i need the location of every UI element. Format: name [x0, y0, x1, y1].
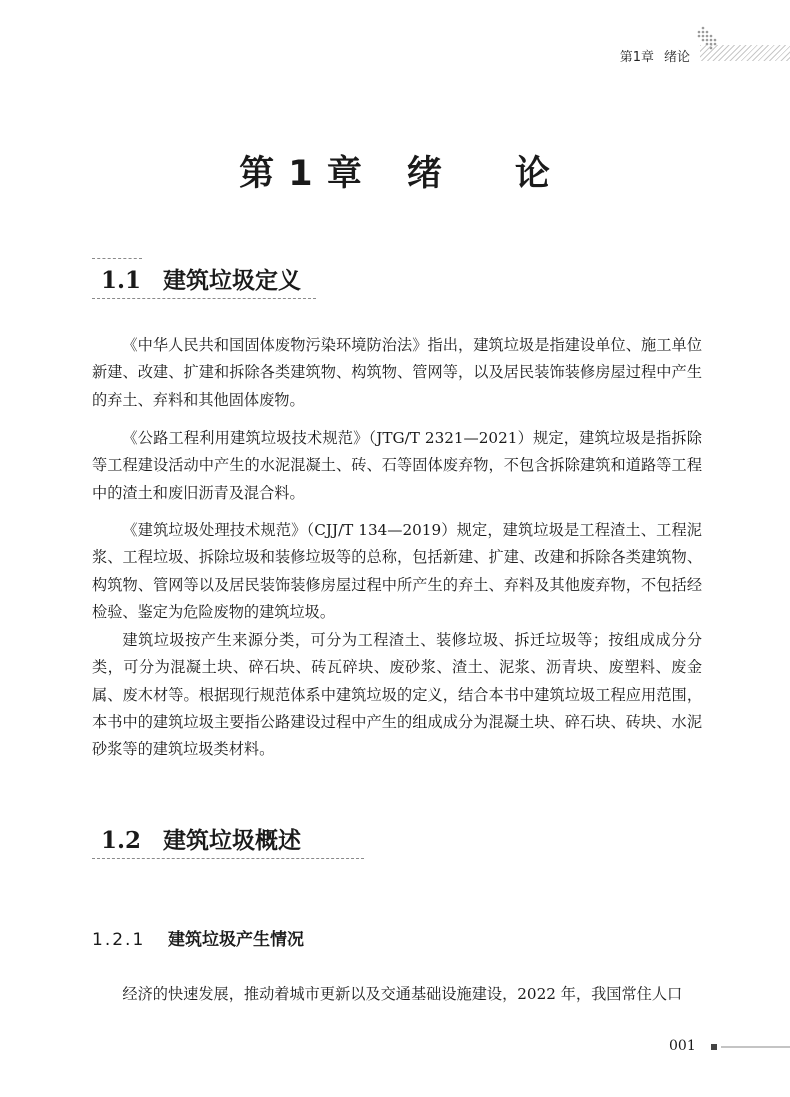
- section-heading-1-1: [101, 262, 301, 295]
- paragraph: 《建筑垃圾处理技术规范》（CJJ/T 134—2019）规定，建筑垃圾是工程渣土、工程泥浆、工程垃圾、拆除垃圾和装修垃圾等的总称，包括新建、扩建、改建和拆除各类建筑物、构筑物、管网等以及居民装饰装修房屋过程中所产生的弃土、弃料及其他废弃物，不包括经检验、鉴定为危险废物的建筑垃圾。: [92, 521, 702, 621]
- subsection-number: 1.2.1: [92, 930, 146, 950]
- chapter-number: 第 1 章: [239, 154, 363, 194]
- paragraph: 经济的快速发展，推动着城市更新以及交通基础设施建设，2022 年，我国常住人口: [122, 985, 683, 1003]
- subsection-title: 建筑垃圾产生情况: [168, 930, 304, 950]
- footer-square-icon: [711, 1044, 717, 1050]
- section-number: 1.1: [101, 267, 142, 294]
- paragraph: 《中华人民共和国固体废物污染环境防治法》指出，建筑垃圾是指建设单位、施工单位新建、改建、扩建和拆除各类建筑物、构筑物、管网等，以及居民装饰装修房屋过程中产生的弃土、弃料和其他固体废物。: [92, 336, 702, 409]
- running-header-title: 绪论: [663, 50, 690, 65]
- section-heading-1-2: [101, 822, 301, 855]
- footer-rule: [721, 1046, 790, 1048]
- subsection-heading-1-2-1: [92, 925, 304, 950]
- page-number: 001: [669, 1038, 696, 1054]
- paragraph: 《公路工程利用建筑垃圾技术规范》（JTG/T 2321—2021）规定，建筑垃圾是指拆除等工程建设活动中产生的水泥混凝土、砖、石等固体废弃物，不包含拆除建筑和道路等工程中的渣土和废旧沥青及混合料。: [92, 429, 702, 502]
- chapter-title: [0, 146, 790, 196]
- chapter-title-word1: 绪: [406, 154, 443, 194]
- header-hatch-icon: [700, 45, 790, 61]
- running-header-chapter: 第1章: [619, 50, 654, 65]
- section-number: 1.2: [101, 827, 142, 854]
- chapter-title-word2: 论: [514, 154, 551, 194]
- section-heading-rule-bottom: [92, 298, 316, 299]
- section-title: 建筑垃圾定义: [163, 268, 301, 294]
- section-heading-rule-top: [92, 258, 142, 259]
- running-header: [620, 46, 690, 65]
- section-title: 建筑垃圾概述: [163, 828, 301, 854]
- paragraph: 建筑垃圾按产生来源分类，可分为工程渣土、装修垃圾、拆迁垃圾等；按组成成分分类，可分为混凝土块、碎石块、砖瓦碎块、废砂浆、渣土、泥浆、沥青块、废塑料、废金属、废木材等。根据现行规范体系中建筑垃圾的定义，结合本书中建筑垃圾工程应用范围，本书中的建筑垃圾主要指公路建设过程中产生的组成成分为混凝土块、碎石块、砖块、水泥砂浆等的建筑垃圾类材料。: [92, 631, 702, 759]
- section-heading-rule-bottom: [92, 858, 364, 859]
